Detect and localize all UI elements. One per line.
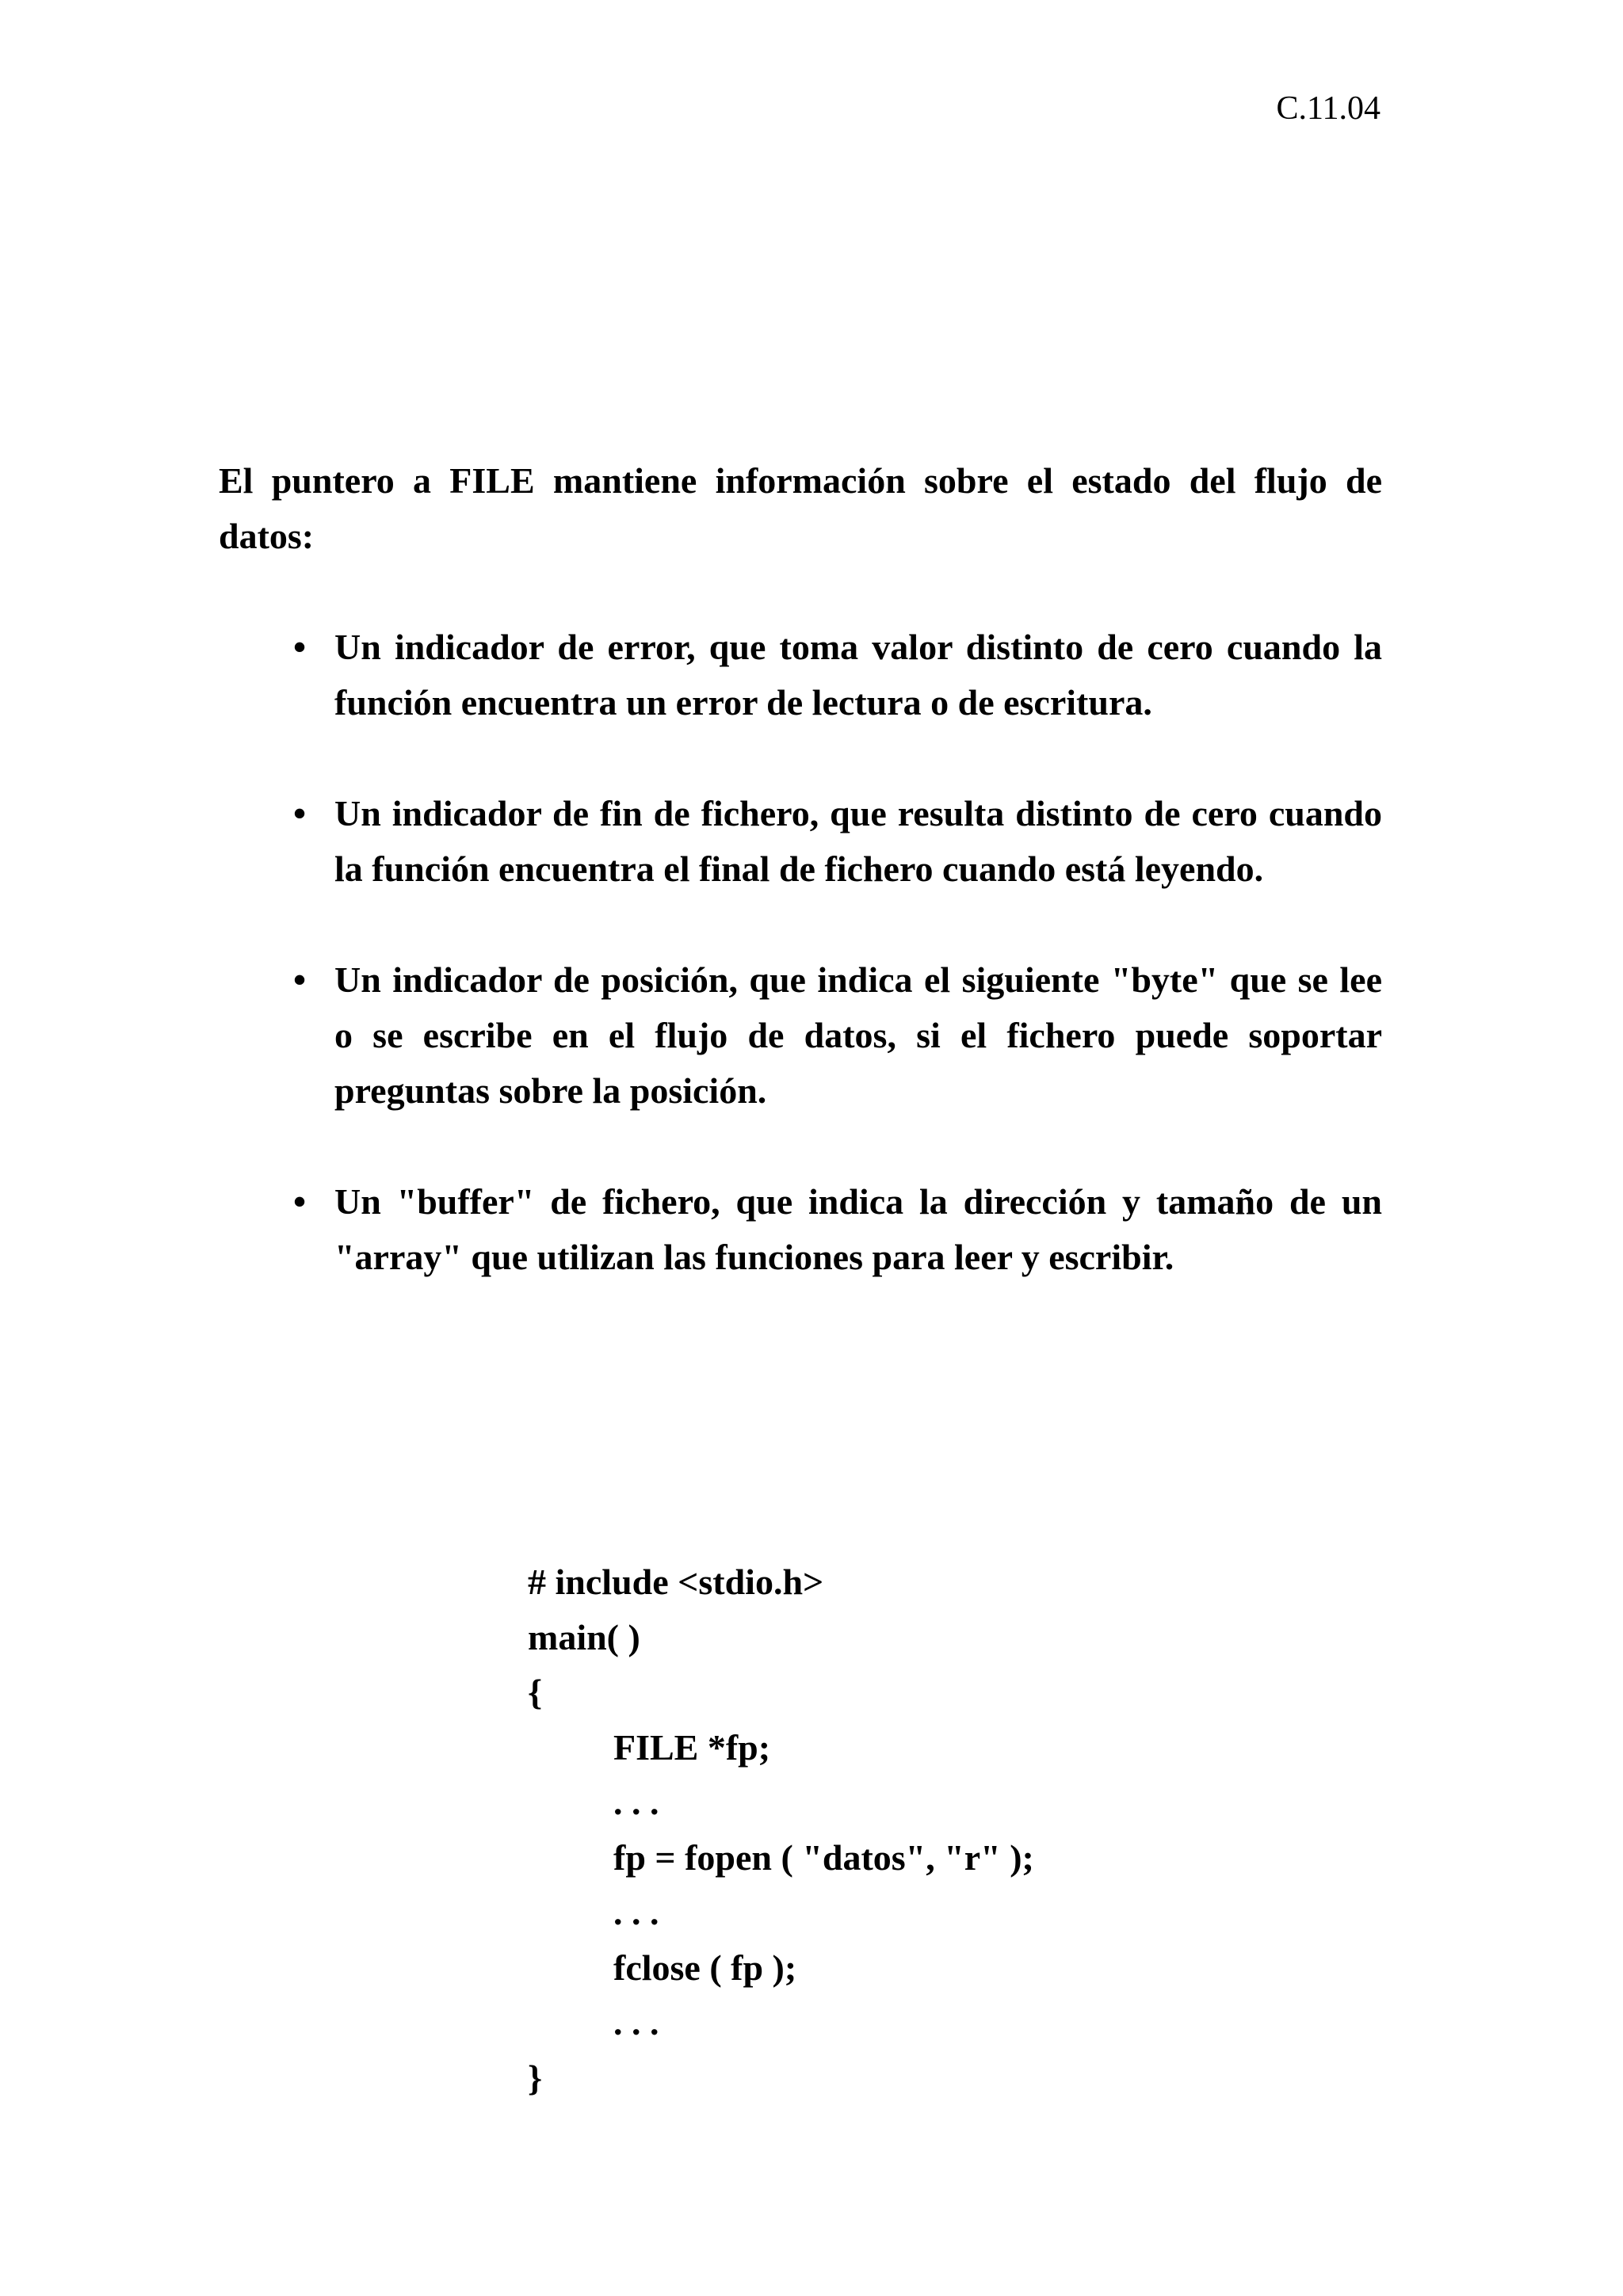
bullet-icon: • — [293, 793, 307, 833]
bullet-text: Un indicador de fin de fichero, que resulta distinto de cero cuando la función encuentra el final de fichero cuando está leyendo. — [334, 793, 1382, 889]
bullet-icon: • — [293, 627, 307, 667]
code-line-ellipsis: . . . — [613, 2002, 659, 2042]
code-example — [528, 1554, 1034, 2105]
bullet-icon: • — [293, 1181, 307, 1222]
bullet-text: Un indicador de error, que toma valor distinto de cero cuando la función encuentra un error de lectura o de escritura. — [334, 627, 1382, 723]
bullet-item-position — [293, 952, 1382, 1119]
bullet-icon: • — [293, 959, 307, 1000]
bullet-item-eof — [293, 786, 1382, 897]
intro-paragraph: El puntero a FILE mantiene información sobre el estado del flujo de datos: — [219, 460, 1382, 556]
bullet-list — [293, 620, 1382, 1341]
code-line-fclose: fclose ( fp ); — [613, 1947, 797, 1988]
bullet-text: Un indicador de posición, que indica el siguiente "byte" que se lee o se escribe en el flujo de datos, si el fichero puede soportar preguntas sobre la posición. — [334, 959, 1382, 1111]
bullet-item-error — [293, 620, 1382, 730]
code-line-include: # include <stdio.h> — [528, 1562, 824, 1602]
code-line-declaration: FILE *fp; — [613, 1726, 771, 1768]
bullet-item-buffer — [293, 1174, 1382, 1285]
page-number: C.11.04 — [1276, 90, 1381, 127]
code-line-ellipsis: . . . — [613, 1892, 659, 1932]
code-line-open-brace: { — [528, 1672, 543, 1712]
code-line-ellipsis: . . . — [613, 1782, 659, 1822]
bullet-text: Un "buffer" de fichero, que indica la dirección y tamaño de un "array" que utilizan las funciones para leer y escribir. — [334, 1181, 1382, 1277]
code-line-main: main( ) — [528, 1616, 640, 1657]
code-line-close-brace: } — [528, 2057, 543, 2098]
code-line-fopen: fp = fopen ( "datos", "r" ); — [613, 1836, 1034, 1878]
